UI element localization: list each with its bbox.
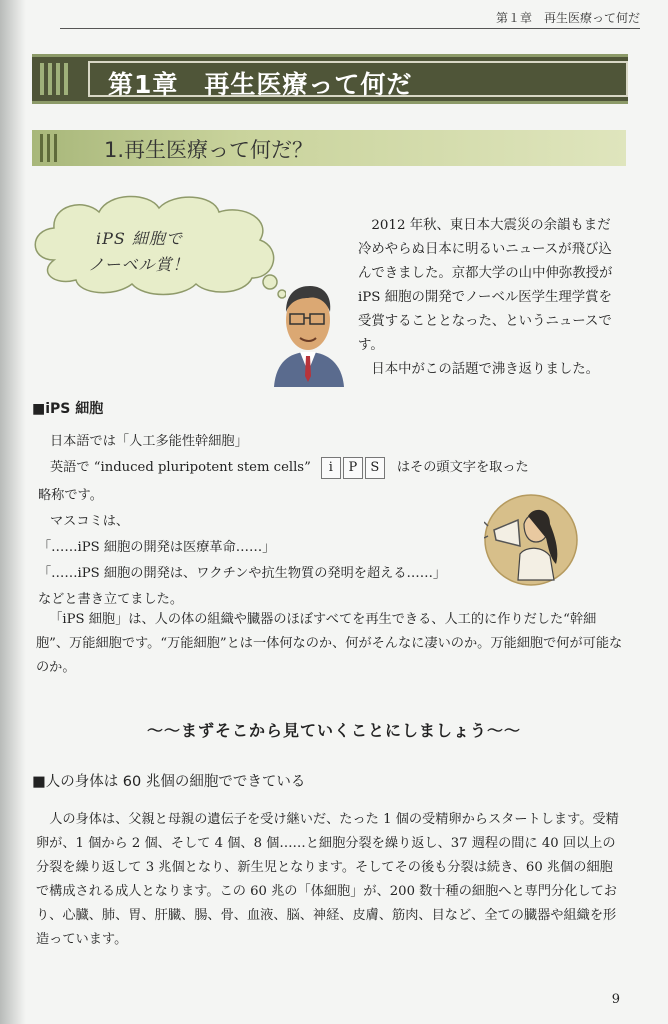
speech-cloud bbox=[24, 190, 286, 300]
section-banner bbox=[32, 130, 626, 166]
ips-quote-2: 「……iPS 細胞の開発は、ワクチンや抗生物質の発明を超える……」 bbox=[38, 566, 447, 581]
ips-line-media: マスコミは、 bbox=[50, 514, 130, 529]
professor-illustration bbox=[270, 272, 346, 387]
megaphone-icon bbox=[484, 494, 578, 586]
professor-icon bbox=[270, 272, 346, 387]
section-stripe bbox=[40, 134, 43, 162]
intro-paragraph-1: 2012 年秋、東日本大震災の余韻もまだ冷めやらぬ日本に明るいニュースが飛び込んできました。京都大学の山中伸弥教授が iPS 細胞の開発でノーベル医学生理学賞を受賞することとなった、というニュースです。 bbox=[358, 218, 613, 353]
ips-quote-1: 「……iPS 細胞の開発は医療革命……」 bbox=[38, 540, 276, 555]
page-gutter-shadow bbox=[0, 0, 26, 1024]
section-title: 1.再生医療って何だ？ bbox=[104, 138, 314, 162]
banner-stripe bbox=[56, 63, 60, 95]
running-head: 第１章 再生医療って何だ bbox=[60, 8, 640, 29]
banner-stripe bbox=[64, 63, 68, 95]
ips-paragraph: 「iPS 細胞」は、人の体の組織や臓器のほぼすべてを再生できる、人工的に作りだした“幹細胞”、万能細胞です。“万能細胞”とは一体何なのか、何がそんなに凄いのか。万能細胞で何が可能なのか。 bbox=[36, 612, 623, 675]
catch-line: 〜〜まずそこから見ていくことにしましょう〜〜 bbox=[146, 721, 521, 740]
ips-english-prefix: 英語で “induced pluripotent stem cells” bbox=[50, 460, 311, 475]
section-stripe bbox=[47, 134, 50, 162]
cloud-line-2: ノーベル賞！ bbox=[88, 255, 190, 274]
ips-english-suffix: はその頭文字を取った bbox=[396, 460, 529, 475]
intro-text bbox=[358, 214, 620, 382]
cloud-line-1: iPS 細胞で bbox=[96, 229, 183, 248]
banner-stripe bbox=[40, 63, 44, 95]
ips-explanation bbox=[36, 608, 626, 680]
section-stripe bbox=[54, 134, 57, 162]
body-paragraph: 人の身体は、父親と母親の遺伝子を受け継いだ、たった 1 個の受精卵からスタートします。受精卵が、1 個から 2 個、そして 4 個、8 個……と細胞分裂を繰り返し、37 週程の間に 40 回以上の分裂を繰り返して 3 兆個となり、新生児となります。そしてその後も分裂は続き、60 兆個の細胞で構成される成人となります。この 60 兆の「体細胞」が、200 数十種の細胞へと専門分化しており、心臓、肺、胃、肝臓、腸、骨、血液、脳、神経、皮膚、筋肉、目など、全ての臓器や組織を形造っています。 bbox=[36, 812, 619, 947]
chapter-title: 第1章 再生医療って何だ bbox=[108, 70, 413, 99]
intro-paragraph-2: 日本中がこの話題で沸き返りました。 bbox=[371, 362, 600, 377]
body-heading: ■人の身体は 60 兆個の細胞でできている bbox=[32, 774, 306, 790]
banner-stripe bbox=[48, 63, 52, 95]
ips-line-abbrev: 略称です。 bbox=[38, 488, 103, 503]
chapter-banner bbox=[32, 54, 628, 104]
letter-box-s: S bbox=[365, 457, 385, 479]
letter-box-i: i bbox=[321, 457, 341, 479]
ips-line-japanese: 日本語では「人工多能性幹細胞」 bbox=[50, 434, 248, 449]
page-number: 9 bbox=[611, 992, 620, 1007]
ips-line-english bbox=[50, 456, 529, 479]
ips-letter-boxes bbox=[321, 457, 387, 479]
megaphone-illustration bbox=[484, 494, 578, 586]
body-text bbox=[36, 808, 626, 952]
ips-line-written: などと書き立てました。 bbox=[38, 592, 184, 607]
ips-heading: ■iPS 細胞 bbox=[32, 401, 104, 417]
letter-box-p: P bbox=[343, 457, 363, 479]
